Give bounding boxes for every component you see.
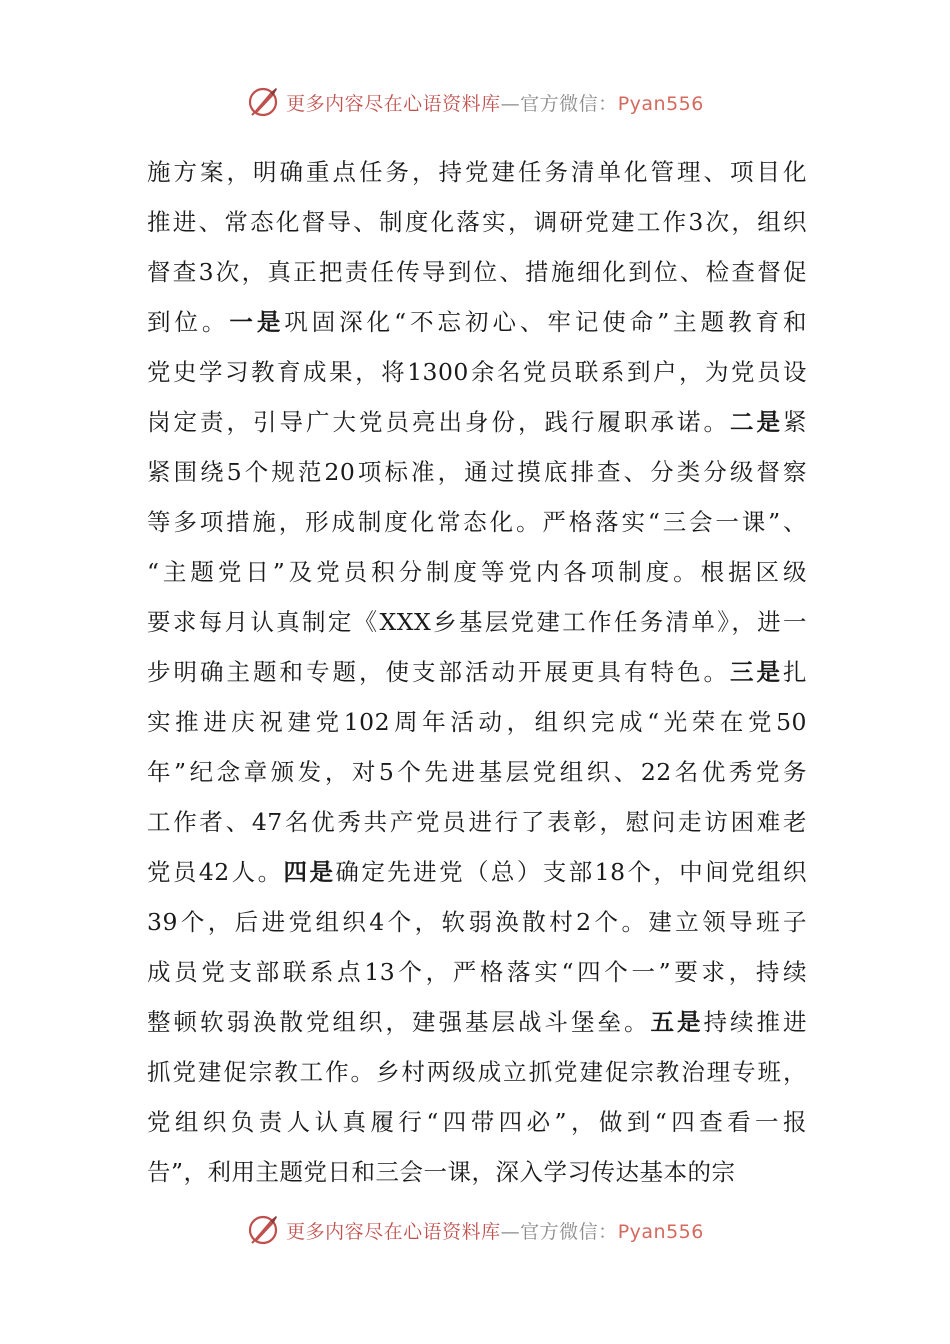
footer-label: 官方微信： bbox=[520, 1220, 618, 1243]
text-run: 到位。 bbox=[147, 308, 230, 336]
text-run: 党组织负责人认真履行“四带四必”，做到“四查看一报 bbox=[147, 1108, 807, 1136]
header-banner bbox=[0, 82, 950, 122]
text-run: 整顿软弱涣散党组织，建强基层战斗堡垒。 bbox=[147, 1008, 651, 1036]
paragraph-line bbox=[147, 997, 807, 1047]
footer-dash: — bbox=[500, 1220, 521, 1243]
text-run: 持续推进 bbox=[703, 1008, 807, 1036]
paragraph-line bbox=[147, 397, 807, 447]
bold-ordinal: 五是 bbox=[650, 1008, 704, 1036]
paragraph-line bbox=[147, 947, 807, 997]
text-run: 成员党支部联系点13个，严格落实“四个一”要求，持续 bbox=[147, 958, 807, 986]
header-brand: 更多内容尽在心语资料库 bbox=[286, 92, 501, 115]
text-run: 确定先进党（总）支部18个，中间党组织 bbox=[335, 858, 807, 886]
bold-ordinal: 三是 bbox=[730, 658, 783, 686]
text-run: 紧围绕5个规范20项标准，通过摸底排查、分类分级督察 bbox=[147, 458, 807, 486]
footer-banner-text bbox=[286, 1217, 704, 1244]
text-run: 推进、常态化督导、制度化落实，调研党建工作3次，组织 bbox=[147, 208, 807, 236]
footer-account: Pyan556 bbox=[617, 1220, 704, 1243]
paragraph-line bbox=[147, 697, 807, 747]
text-run: 实推进庆祝建党102周年活动，组织完成“光荣在党50 bbox=[147, 708, 807, 736]
bold-ordinal: 一是 bbox=[229, 308, 285, 336]
text-run: “主题党日”及党员积分制度等党内各项制度。根据区级 bbox=[147, 558, 807, 586]
text-run: 巩固深化“不忘初心、牢记使命”主题教育和 bbox=[284, 308, 807, 336]
paragraph-line bbox=[147, 897, 807, 947]
paragraph-line bbox=[147, 847, 807, 897]
document-body bbox=[147, 147, 807, 1197]
text-run: 年”纪念章颁发，对5个先进基层党组织、22名优秀党务 bbox=[147, 758, 807, 786]
text-run: 岗定责，引导广大党员亮出身份，践行履职承诺。 bbox=[147, 408, 730, 436]
text-run: 紧 bbox=[783, 408, 807, 436]
quill-pen-logo-icon bbox=[246, 85, 280, 119]
paragraph-line bbox=[147, 147, 807, 197]
paragraph-line bbox=[147, 597, 807, 647]
text-run: 步明确主题和专题，使支部活动开展更具有特色。 bbox=[147, 658, 730, 686]
text-run: 督查3次，真正把责任传导到位、措施细化到位、检查督促 bbox=[147, 258, 807, 286]
paragraph-line bbox=[147, 1097, 807, 1147]
paragraph-line bbox=[147, 797, 807, 847]
quill-pen-logo-icon bbox=[246, 1213, 280, 1247]
footer-brand: 更多内容尽在心语资料库 bbox=[286, 1220, 501, 1243]
text-run: 等多项措施，形成制度化常态化。严格落实“三会一课”、 bbox=[147, 508, 807, 536]
paragraph-line bbox=[147, 1147, 807, 1197]
header-account: Pyan556 bbox=[617, 92, 704, 115]
header-label: 官方微信： bbox=[520, 92, 618, 115]
paragraph-line bbox=[147, 1047, 807, 1097]
text-run: 告”，利用主题党日和三会一课，深入学习传达基本的宗 bbox=[147, 1158, 736, 1186]
bold-ordinal: 四是 bbox=[283, 858, 336, 886]
paragraph-line bbox=[147, 347, 807, 397]
text-run: 施方案，明确重点任务，持党建任务清单化管理、项目化 bbox=[147, 158, 807, 186]
footer-banner bbox=[0, 1210, 950, 1250]
paragraph-line bbox=[147, 447, 807, 497]
bold-ordinal: 二是 bbox=[730, 408, 783, 436]
paragraph-line bbox=[147, 247, 807, 297]
text-run: 抓党建促宗教工作。乡村两级成立抓党建促宗教治理专班， bbox=[147, 1058, 807, 1086]
paragraph-line bbox=[147, 647, 807, 697]
text-run: 党员42人。 bbox=[147, 858, 284, 886]
text-run: 39个，后进党组织4个，软弱涣散村2个。建立领导班子 bbox=[147, 908, 807, 936]
paragraph-line bbox=[147, 197, 807, 247]
paragraph-line bbox=[147, 297, 807, 347]
text-run: 党史学习教育成果，将1300余名党员联系到户，为党员设 bbox=[147, 358, 807, 386]
header-banner-text bbox=[286, 89, 704, 116]
text-run: 工作者、47名优秀共产党员进行了表彰，慰问走访困难老 bbox=[147, 808, 807, 836]
paragraph-line bbox=[147, 497, 807, 547]
paragraph-line bbox=[147, 747, 807, 797]
text-run: 要求每月认真制定《XXX乡基层党建工作任务清单》，进一 bbox=[147, 608, 807, 636]
text-run: 扎 bbox=[783, 658, 807, 686]
header-dash: — bbox=[500, 92, 521, 115]
paragraph-line bbox=[147, 547, 807, 597]
